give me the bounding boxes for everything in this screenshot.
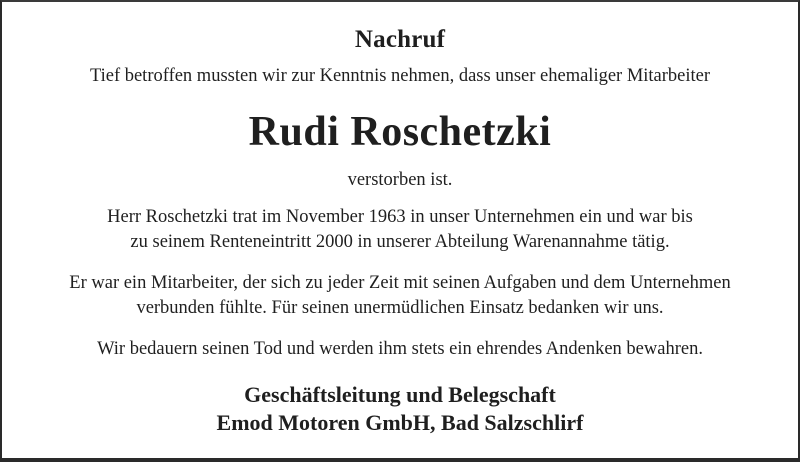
paragraph-gratitude-line-2: verbunden fühlte. Für seinen unermüdlichen Einsatz bedanken wir uns. [136, 298, 664, 318]
signature-company: Emod Motoren GmbH, Bad Salzschlirf [216, 410, 584, 435]
deceased-name: Rudi Roschetzki [248, 109, 552, 155]
signature-line-1: Geschäftsleitung und Belegschaft [244, 382, 556, 407]
paragraph-gratitude-line-1: Er war ein Mitarbeiter, der sich zu jeder Zeit mit seinen Aufgaben und dem Unternehmen [69, 273, 731, 293]
paragraph-remembrance: Wir bedauern seinen Tod und werden ihm stets ein ehrendes Andenken bewahren. [97, 339, 703, 359]
died-text: verstorben ist. [347, 170, 453, 190]
intro-text: Tief betroffen mussten wir zur Kenntnis nehmen, dass unser ehemaliger Mitarbeiter [89, 66, 711, 86]
notice-title: Nachruf [354, 26, 446, 53]
paragraph-employment-line-2: zu seinem Renteneintritt 2000 in unserer Abteilung Warenannahme tätig. [130, 232, 670, 252]
paragraph-employment-line-1: Herr Roschetzki trat im November 1963 in unser Unternehmen ein und war bis [107, 207, 693, 227]
